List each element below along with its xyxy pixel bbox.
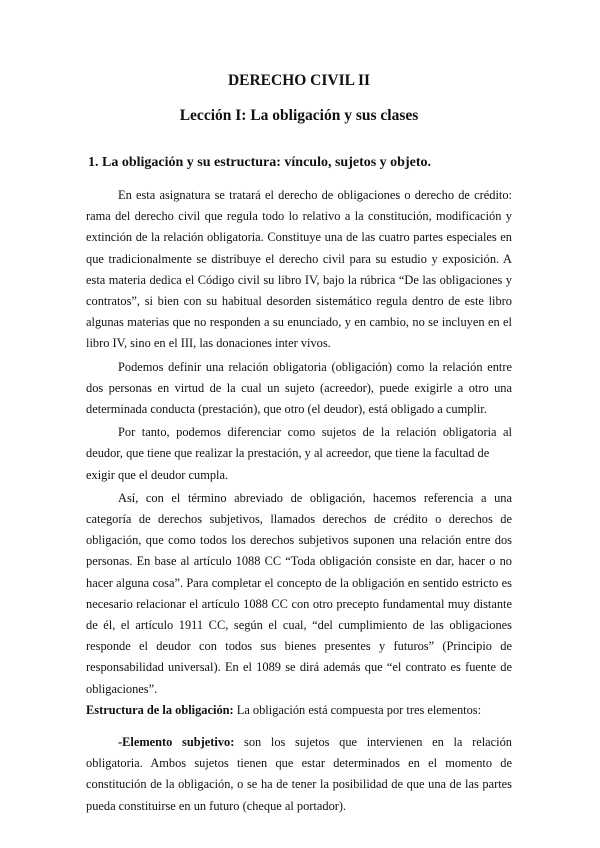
paragraph-intro: En esta asignatura se tratará el derecho de obligaciones o derecho de crédito: rama del derecho civil que regula todo lo relativo a la constitución, modificación y extinción de la relación obligatoria. Constituye una de las cuatro partes especiales en que tradicionalmente se distribuye el derecho civil para su estudio y exposición. A esta materia dedica el Código civil su libro IV, bajo la rúbrica “De las obligaciones y contratos”, si bien con su habitual desorden sistemático regula dentro de este libro algunas materias que no responden a su enunciado, y en cambio, no se incluyen en el libro IV, sino en el III, las donaciones inter vivos. [86, 188, 512, 351]
paragraph-definition: Podemos definir una relación obligatoria (obligación) como la relación entre dos personas en virtud de la cual un sujeto (acreedor), puede exigirle a otro una determinada conducta (prestación), que otro (el deudor), está obligado a cumplir. [86, 359, 512, 417]
section-heading: 1. La obligación y su estructura: vínculo, sujetos y objeto. [88, 155, 431, 170]
lesson-subtitle: Lección I: La obligación y sus clases [179, 107, 419, 124]
paragraph-subjects-continuation: exigir que el deudor cumpla. [86, 467, 229, 482]
document-title: DERECHO CIVIL II [227, 72, 371, 89]
structure-text: La obligación está compuesta por tres elementos: [233, 702, 482, 717]
element-subjective-label: -Elemento subjetivo: [118, 735, 235, 750]
element-subjective-paragraph [86, 732, 512, 817]
paragraph-subjects: Por tanto, podemos diferenciar como sujetos de la relación obligatoria al deudor, que tiene que realizar la prestación, y al acreedor, que tiene la facultad de [86, 425, 512, 461]
paragraph-articles: Así, con el término abreviado de obligación, hacemos referencia a una categoría de derechos subjetivos, llamados derechos de crédito o derechos de obligación, que como todos los derechos subjetivos suponen una relación entre dos personas. En base al artículo 1088 CC “Toda obligación consiste en dar, hacer o no hacer alguna cosa”. Para completar el concepto de la obligación en sentido estricto es necesario relacionar el artículo 1088 CC con otro precepto fundamental muy distante de él, el artículo 1911 CC, según el cual, “del cumplimiento de las obligaciones responde el deudor con todos sus bienes presentes y futuros” (Principio de responsabilidad universal). En el 1089 se dirá además que “el contrato es fuente de obligaciones”. [86, 490, 512, 696]
structure-label: Estructura de la obligación: [86, 702, 234, 717]
element-subjective-text: son los sujetos que intervienen en la relación obligatoria. Ambos sujetos tienen que estar determinados en el momento de constitución de la obligación, o se ha de tener la posibilidad de que una de las partes pueda constituirse en un futuro (cheque al portador). [86, 735, 512, 813]
structure-paragraph [86, 700, 512, 721]
